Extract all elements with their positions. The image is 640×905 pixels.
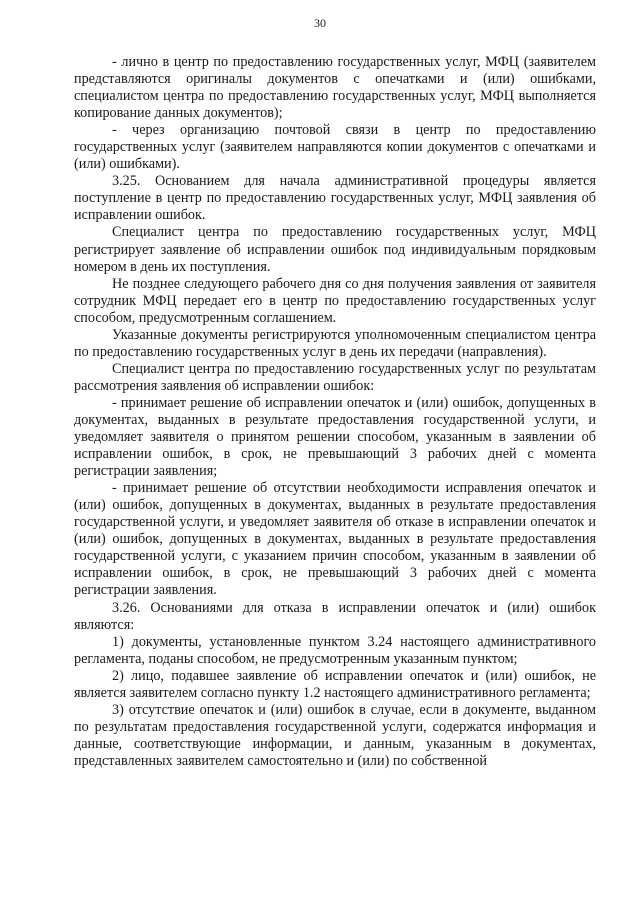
paragraph-ground-2: 2) лицо, подавшее заявление об исправлении опечаток и (или) ошибок, не является заявителем согласно пункту 1.2 настоящего административного регламента; <box>74 667 596 701</box>
paragraph-decision-correct: - принимает решение об исправлении опечаток и (или) ошибок, допущенных в документах, выданных в результате предоставления государственной услуги, и уведомляет заявителя о принятом решении способом, указанным в заявлении об исправлении ошибок, в срок, не превышающий 3 рабочих дней с момента регистрации заявления; <box>74 394 596 480</box>
paragraph-ground-1: 1) документы, установленные пунктом 3.24 настоящего административного регламента, поданы способом, не предусмотренным указанным пунктом; <box>74 633 596 667</box>
page-number: 30 <box>314 16 326 30</box>
document-body <box>74 54 596 770</box>
paragraph-specialist-review: Специалист центра по предоставлению государственных услуг по результатам рассмотрения заявления об исправлении ошибок: <box>74 360 596 394</box>
paragraph-documents-registered: Указанные документы регистрируются уполномоченным специалистом центра по предоставлению государственных услуг в день их передачи (направления). <box>74 326 596 360</box>
paragraph-ground-3: 3) отсутствие опечаток и (или) ошибок в случае, если в документе, выданном по результатам предоставления государственной услуги, содержатся информация и данные, соответствующие информации, и данным, указанным в документах, представленных заявителем самостоятельно и (или) по собственной <box>74 701 596 769</box>
paragraph-personal-submission: - лично в центр по предоставлению государственных услуг, МФЦ (заявителем представляются оригиналы документов с опечатками и (или) ошибками, специалистом центра по предоставлению государственных услуг, МФЦ выполняется копирование данных документов); <box>74 54 596 122</box>
paragraph-registration: Специалист центра по предоставлению государственных услуг, МФЦ регистрирует заявление об исправлении ошибок под индивидуальным порядковым номером в день их поступления. <box>74 224 596 275</box>
paragraph-3-26-grounds: 3.26. Основаниями для отказа в исправлении опечаток и (или) ошибок являются: <box>74 599 596 633</box>
paragraph-decision-refuse: - принимает решение об отсутствии необходимости исправления опечаток и (или) ошибок, допущенных в документах, выданных в результате предоставления государственной услуги, и уведомляет заявителя об отказе в исправлении опечаток и (или) ошибок, допущенных в документах, выданных в результате предоставления государственной услуги, с указанием причин способом, указанным в заявлении об исправлении ошибок, в срок, не превышающий 3 рабочих дней с момента регистрации заявления. <box>74 480 596 599</box>
paragraph-transfer-deadline: Не позднее следующего рабочего дня со дня получения заявления от заявителя сотрудник МФЦ передает его в центр по предоставлению государственных услуг способом, предусмотренным соглашением. <box>74 275 596 326</box>
paragraph-3-25-basis: 3.25. Основанием для начала административной процедуры является поступление в центр по предоставлению государственных услуг, МФЦ заявления об исправлении ошибок. <box>74 173 596 224</box>
paragraph-postal-submission: - через организацию почтовой связи в центр по предоставлению государственных услуг (заявителем направляются копии документов с опечатками и (или) ошибками). <box>74 122 596 173</box>
